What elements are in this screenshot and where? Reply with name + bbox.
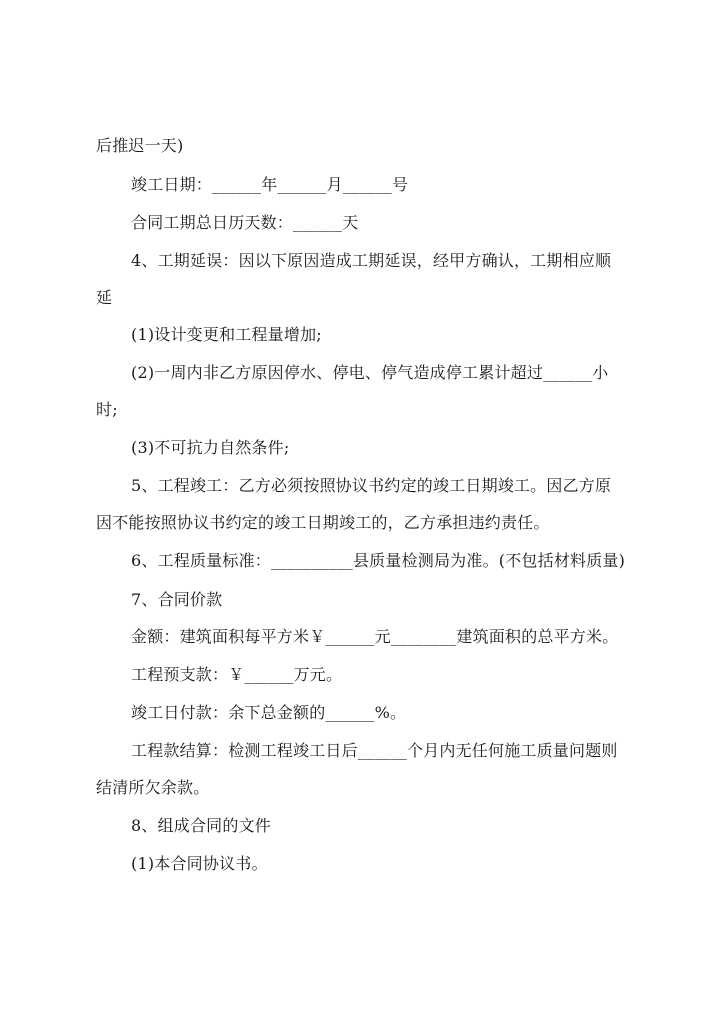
- clause-7-heading: 7、合同价款: [131, 590, 223, 609]
- settlement-line: 工程款结算：检测工程竣工日后______个月内无任何施工质量问题则: [131, 741, 618, 760]
- list-item: (1)本合同协议书。: [131, 854, 268, 873]
- amount-line: 金额：建筑面积每平方米￥______元________建筑面积的总平方米。: [131, 627, 619, 646]
- text-line: 时;: [96, 400, 118, 419]
- completion-date-line: 竣工日期：______年______月______号: [131, 175, 409, 194]
- text-line: 后推迟一天): [96, 136, 184, 155]
- advance-payment-line: 工程预支款：￥______万元。: [131, 665, 343, 684]
- clause-5-heading: 5、工程竣工：乙方必须按照协议书约定的竣工日期竣工。因乙方原: [131, 476, 612, 495]
- clause-6-heading: 6、工程质量标准：__________县质量检测局为准。(不包括材料质量): [131, 551, 626, 570]
- clause-8-heading: 8、组成合同的文件: [131, 816, 271, 835]
- text-line: 结清所欠余款。: [96, 778, 210, 797]
- clause-4-heading: 4、工期延误：因以下原因造成工期延误，经甲方确认，工期相应顺: [131, 251, 612, 270]
- list-item: (1)设计变更和工程量增加;: [131, 325, 322, 344]
- list-item: (3)不可抗力自然条件;: [131, 438, 290, 457]
- text-line: 因不能按照协议书约定的竣工日期竣工的，乙方承担违约责任。: [96, 513, 550, 532]
- total-days-line: 合同工期总日历天数：______天: [131, 213, 359, 232]
- completion-payment-line: 竣工日付款：余下总金额的______%。: [131, 703, 407, 722]
- list-item: (2)一周内非乙方原因停水、停电、停气造成停工累计超过______小: [131, 363, 609, 382]
- text-line: 延: [96, 288, 113, 307]
